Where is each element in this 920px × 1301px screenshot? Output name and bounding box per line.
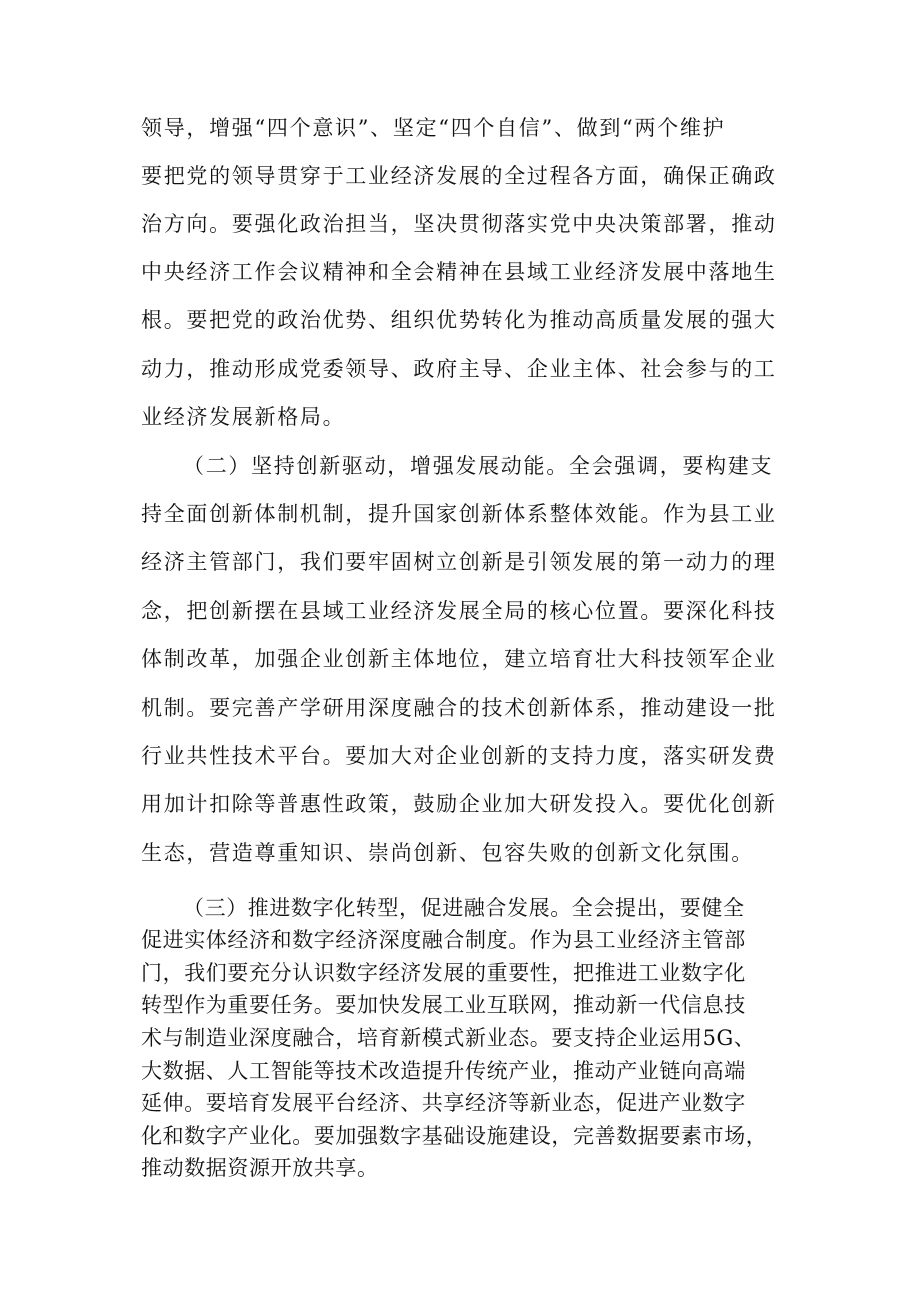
text-line: 术与制造业深度融合，培育新模式新业态。要支持企业运用5G、 (141, 1026, 756, 1050)
paragraph-heading-3: （三）推进数字化转型，促进融合发展。全会提出，要健全 (183, 896, 745, 920)
text-line: 要把党的领导贯穿于工业经济发展的全过程各方面，确保正确政 (141, 164, 777, 188)
text-line: 大数据、人工智能等技术改造提升传统产业，推动产业链向高端 (141, 1059, 746, 1083)
text-line: 行业共性技术平台。要加大对企业创新的支持力度，落实研发费 (141, 744, 777, 768)
text-line: 门，我们要充分认识数字经济发展的重要性，把推进工业数字化 (141, 961, 746, 985)
paragraph-heading-2: （二）坚持创新驱动，增强发展动能。全会强调，要构建支 (183, 454, 774, 478)
text-line: 用加计扣除等普惠性政策，鼓励企业加大研发投入。要优化创新 (141, 792, 777, 816)
text-line: 生态，营造尊重知识、崇尚创新、包容失败的创新文化氛围。 (141, 841, 754, 865)
text-line: 领导，增强“四个意识”、坚定“四个自信”、做到“两个维护 (141, 116, 726, 140)
text-line: 体制改革，加强企业创新主体地位，建立培育壮大科技领军企业 (141, 647, 777, 671)
text-line: 机制。要完善产学研用深度融合的技术创新体系，推动建设一批 (141, 696, 777, 720)
text-line: 业经济发展新格局。 (141, 405, 346, 429)
text-line: 转型作为重要任务。要加快发展工业互联网，推动新一代信息技 (141, 993, 746, 1017)
text-line: 动力，推动形成党委领导、政府主导、企业主体、社会参与的工 (141, 357, 777, 381)
text-line: 推动数据资源开放共享。 (141, 1156, 379, 1180)
text-line: 经济主管部门，我们要牢固树立创新是引领发展的第一动力的理 (141, 550, 777, 574)
text-line: 根。要把党的政治优势、组织优势转化为推动高质量发展的强大 (141, 308, 777, 332)
text-line: 延伸。要培育发展平台经济、共享经济等新业态，促进产业数字 (141, 1091, 746, 1115)
text-line: 治方向。要强化政治担当，坚决贯彻落实党中央决策部署，推动 (141, 212, 777, 236)
text-line: 念，把创新摆在县域工业经济发展全局的核心位置。要深化科技 (141, 599, 777, 623)
text-line: 化和数字产业化。要加强数字基础设施建设，完善数据要素市场， (141, 1124, 768, 1148)
text-line: 持全面创新体制机制，提升国家创新体系整体效能。作为县工业 (141, 502, 777, 526)
text-line: 中央经济工作会议精神和全会精神在县域工业经济发展中落地生 (141, 260, 777, 284)
text-line: 促进实体经济和数字经济深度融合制度。作为县工业经济主管部 (141, 928, 746, 952)
